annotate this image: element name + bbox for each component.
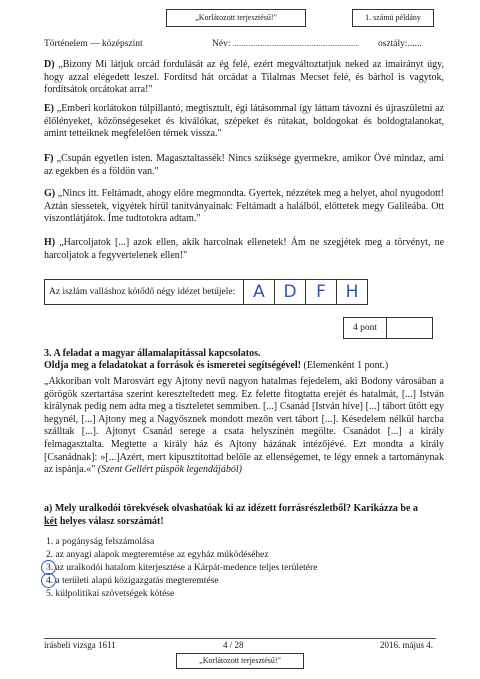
score-box	[343, 317, 433, 339]
footer-date: 2016. május 4.	[380, 640, 433, 650]
score-entry-cell[interactable]	[387, 318, 432, 338]
quote-f: F) „Csupán egyetlen isten. Magasztaltassék! Nincs szüksége gyermekre, amikor Övé mindaz, ami az egekben és a földön van."	[44, 153, 445, 177]
name-label: Név:	[212, 39, 231, 49]
quote-e: E) „Emberi korlátokon túlpillantó, megtisztult, égi látásommal így láttam távozni és újraszületni az élőlényeket, közönségeseket és kiválókat, szépeket és rútakat, boldogokat és boldogtalanokat, amint tetteiknek megfelelően térnek vissza."	[44, 103, 445, 140]
option-4[interactable]: 4. a területi alapú közigazgatás megteremtése	[46, 576, 219, 586]
footer-exam-code: írásbeli vizsga 1611	[44, 640, 116, 650]
subject-label: Történelem — középszint	[44, 39, 143, 49]
option-5[interactable]: 5. külpolitikai szövetségek kötése	[46, 589, 175, 599]
answer-row-label: Az iszlám valláshoz kötődő négy idézet betűjele:	[44, 279, 244, 305]
restricted-distribution-label: „Korlátozott terjesztésű!"	[166, 9, 306, 27]
keyword-ket-underlined: két	[44, 515, 58, 527]
answer-cell-4[interactable]: H	[337, 280, 368, 304]
option-2[interactable]: 2. az anyagi alapok megteremtése az egyház működéséhez	[46, 550, 269, 560]
task3-source-reference: (Szent Gellért püspök legendájából)	[97, 464, 242, 476]
task3-source-text: „Akkoriban volt Marosvárt egy Ajtony nevű nagyon hatalmas fejedelem, aki Bodony városában a görögök szertartása szerint kereszteltedett meg. Ez felette fitogtatta erejét és hatalmát, [...] István királynak pedig nem adta meg a tiszteletet semmiben. [...] Csanád [István híve] [...] tábort ütött egy hegynél, [...] Ajtony meg a Nagyősznek mondott mezőn vert tábort [...]. Késedelem nélkül harcba szálltak [...]. Ajtonyt Csanád serege a csata helyszínén megölte. Csanádot [...] a király felmagasztalta. Megtette a király ház és Ajtony házának intézőjévé. Ezt mondta a király [Csanádnak]: »[...]Azért, mert kipusztítottad belőle az ellenségemet, te légy ennek a tartománynak az ispánja.«" (Szent Gellért püspök legendájából)	[44, 376, 444, 476]
circle-mark-option-4	[41, 573, 56, 588]
copy-number-label: 1. számú példány	[352, 9, 434, 27]
answer-cells	[244, 279, 368, 305]
footer-rule	[44, 638, 436, 639]
class-field[interactable]: osztály:......	[378, 39, 422, 49]
score-label: 4 pont	[344, 318, 387, 338]
name-dots: ........................................................................	[232, 40, 359, 48]
name-field[interactable]	[212, 39, 359, 49]
answer-row	[44, 279, 368, 305]
answer-cell-2[interactable]: D	[275, 280, 306, 304]
quote-g: G) „Nincs itt. Feltámadt, ahogy előre megmondta. Gyertek, nézzétek meg a helyet, ahol nyugodott! Aztán siessetek, vigyétek hírül tanítványainak: Feltámadt a halálból, előttetek megy Galileába. Ott viszontlátjátok. Íme tudtotokra adtam."	[44, 188, 444, 225]
quote-h: H) „Harcoljatok [...] azok ellen, akik harcolnak ellenetek! Ám ne szegjétek meg a törvényt, ne harcoljatok a fegyvertelenek ellen!"	[44, 237, 445, 261]
quote-d: D) „Bizony Mi látjuk orcád fordulását az ég felé, ezért megváltoztatjuk neked az imairányt úgy, hogy azzal elégedett leszel. Fordítsd hát orcádat a Tilalmas Mecset felé, és bárhol is vagytok, fordítsátok orcátokat arra!"	[44, 59, 444, 96]
footer-restricted-label: „Korlátozott terjesztésű!"	[176, 653, 304, 669]
footer-page-number: 4 / 28	[223, 640, 244, 650]
task3-title: 3. A feladat a magyar államalapítással kapcsolatos.	[44, 348, 261, 359]
answer-cell-3[interactable]: F	[306, 280, 337, 304]
task3-question-a: a) Mely uralkodói törekvések olvashatóak ki az idézett forrásrészletből? Karikázza be a két helyes válasz sorszámát!	[44, 503, 418, 527]
option-3[interactable]: 3. az uralkodói hatalom kiterjesztése a Kárpát-medence teljes területére	[46, 563, 318, 573]
answer-cell-1[interactable]: A	[244, 280, 275, 304]
task3-instruction: Oldja meg a feladatokat a források és ismeretei segítségével! (Elemenként 1 pont.)	[44, 360, 389, 371]
option-1[interactable]: 1. a pogányság felszámolása	[46, 537, 155, 547]
